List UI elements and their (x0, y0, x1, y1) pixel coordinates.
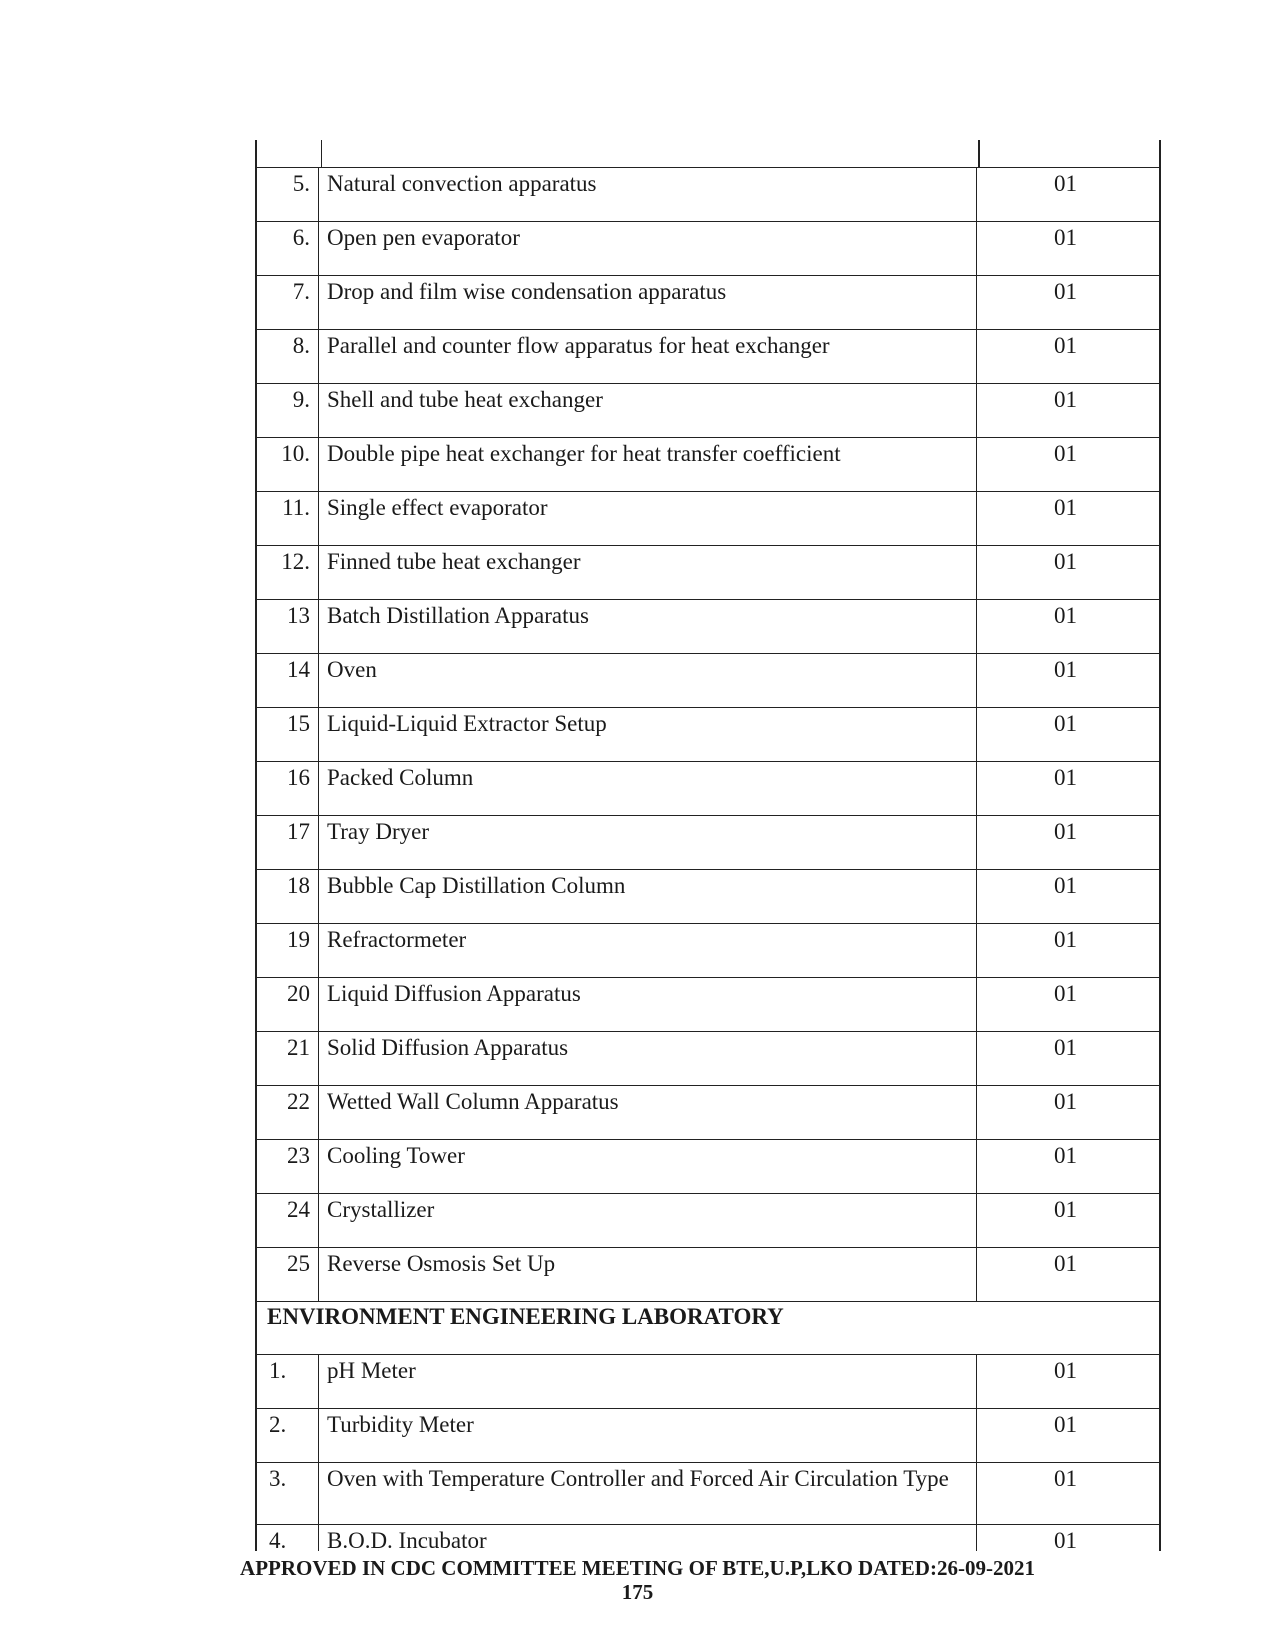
equipment-name: Oven (319, 654, 977, 707)
table-row (255, 437, 1161, 491)
table-row (255, 869, 1161, 923)
table-row (255, 1524, 1161, 1551)
quantity: 01 (977, 870, 1161, 923)
equipment-name: Bubble Cap Distillation Column (319, 870, 977, 923)
table-row (255, 1139, 1161, 1193)
quantity: 01 (977, 1140, 1161, 1193)
equipment-name: B.O.D. Incubator (319, 1525, 977, 1551)
table-row (255, 275, 1161, 329)
equipment-name: Parallel and counter flow apparatus for heat exchanger (319, 330, 977, 383)
table-row (255, 491, 1161, 545)
equipment-name: Crystallizer (319, 1194, 977, 1247)
equipment-name: Double pipe heat exchanger for heat transfer coefficient (319, 438, 977, 491)
table-row (255, 167, 1161, 221)
serial-number: 1. (255, 1355, 319, 1408)
table-row (255, 761, 1161, 815)
serial-number: 14 (255, 654, 319, 707)
table-row (255, 1193, 1161, 1247)
quantity: 01 (977, 222, 1161, 275)
quantity: 01 (977, 492, 1161, 545)
serial-number: 2. (255, 1409, 319, 1462)
serial-number: 19 (255, 924, 319, 977)
serial-number: 25 (255, 1248, 319, 1301)
quantity: 01 (977, 168, 1161, 221)
serial-number: 4. (255, 1525, 319, 1551)
table-row (255, 707, 1161, 761)
lab-equipment-rows (255, 167, 1161, 1301)
serial-number: 13 (255, 600, 319, 653)
serial-number: 7. (255, 276, 319, 329)
equipment-name: Single effect evaporator (319, 492, 977, 545)
equipment-name: Shell and tube heat exchanger (319, 384, 977, 437)
serial-number: 20 (255, 978, 319, 1031)
quantity: 01 (977, 1194, 1161, 1247)
equipment-name: Open pen evaporator (319, 222, 977, 275)
quantity: 01 (977, 1409, 1161, 1462)
quantity: 01 (977, 276, 1161, 329)
table-row (255, 545, 1161, 599)
serial-number: 3. (255, 1463, 319, 1524)
quantity: 01 (977, 1086, 1161, 1139)
serial-number: 11. (255, 492, 319, 545)
quantity: 01 (977, 330, 1161, 383)
table-continuation-stub (255, 140, 1161, 167)
table-row (255, 383, 1161, 437)
page-number: 175 (621, 1580, 654, 1604)
equipment-name: Refractormeter (319, 924, 977, 977)
equipment-name: Wetted Wall Column Apparatus (319, 1086, 977, 1139)
serial-number: 5. (255, 168, 319, 221)
table-row (255, 1354, 1161, 1408)
quantity: 01 (977, 1355, 1161, 1408)
table-row (255, 1085, 1161, 1139)
serial-number: 15 (255, 708, 319, 761)
table-row (255, 653, 1161, 707)
table-row (255, 329, 1161, 383)
table-row (255, 599, 1161, 653)
table-row (255, 815, 1161, 869)
equipment-name: Turbidity Meter (319, 1409, 977, 1462)
equipment-table (255, 140, 1161, 1551)
equipment-name: Reverse Osmosis Set Up (319, 1248, 977, 1301)
table-row (255, 1247, 1161, 1301)
quantity: 01 (977, 438, 1161, 491)
quantity: 01 (977, 384, 1161, 437)
table-row (255, 1408, 1161, 1462)
quantity: 01 (977, 1525, 1161, 1551)
environment-lab-rows (255, 1354, 1161, 1551)
equipment-name: Tray Dryer (319, 816, 977, 869)
quantity: 01 (977, 1463, 1161, 1524)
table-row (255, 977, 1161, 1031)
serial-number: 21 (255, 1032, 319, 1085)
equipment-name: Natural convection apparatus (319, 168, 977, 221)
serial-number: 18 (255, 870, 319, 923)
equipment-name: Batch Distillation Apparatus (319, 600, 977, 653)
quantity: 01 (977, 600, 1161, 653)
section-heading: ENVIRONMENT ENGINEERING LABORATORY (255, 1301, 1161, 1354)
serial-number: 12. (255, 546, 319, 599)
quantity: 01 (977, 816, 1161, 869)
serial-number: 23 (255, 1140, 319, 1193)
equipment-name: Cooling Tower (319, 1140, 977, 1193)
quantity: 01 (977, 654, 1161, 707)
serial-number: 6. (255, 222, 319, 275)
equipment-name: Packed Column (319, 762, 977, 815)
serial-number: 9. (255, 384, 319, 437)
equipment-name: Drop and film wise condensation apparatus (319, 276, 977, 329)
quantity: 01 (977, 924, 1161, 977)
serial-number: 24 (255, 1194, 319, 1247)
equipment-name: pH Meter (319, 1355, 977, 1408)
serial-number: 8. (255, 330, 319, 383)
serial-number: 22 (255, 1086, 319, 1139)
quantity: 01 (977, 1248, 1161, 1301)
table-row (255, 1462, 1161, 1524)
quantity: 01 (977, 978, 1161, 1031)
equipment-name: Liquid-Liquid Extractor Setup (319, 708, 977, 761)
quantity: 01 (977, 1032, 1161, 1085)
equipment-name: Liquid Diffusion Apparatus (319, 978, 977, 1031)
quantity: 01 (977, 546, 1161, 599)
equipment-name: Solid Diffusion Apparatus (319, 1032, 977, 1085)
serial-number: 16 (255, 762, 319, 815)
equipment-name: Finned tube heat exchanger (319, 546, 977, 599)
table-row (255, 221, 1161, 275)
serial-number: 10. (255, 438, 319, 491)
table-row (255, 923, 1161, 977)
approval-footer: APPROVED IN CDC COMMITTEE MEETING OF BTE,U.P,LKO DATED:26-09-2021 (240, 1556, 1035, 1580)
serial-number: 17 (255, 816, 319, 869)
equipment-name: Oven with Temperature Controller and Forced Air Circulation Type (319, 1463, 977, 1524)
quantity: 01 (977, 762, 1161, 815)
quantity: 01 (977, 708, 1161, 761)
table-row (255, 1031, 1161, 1085)
